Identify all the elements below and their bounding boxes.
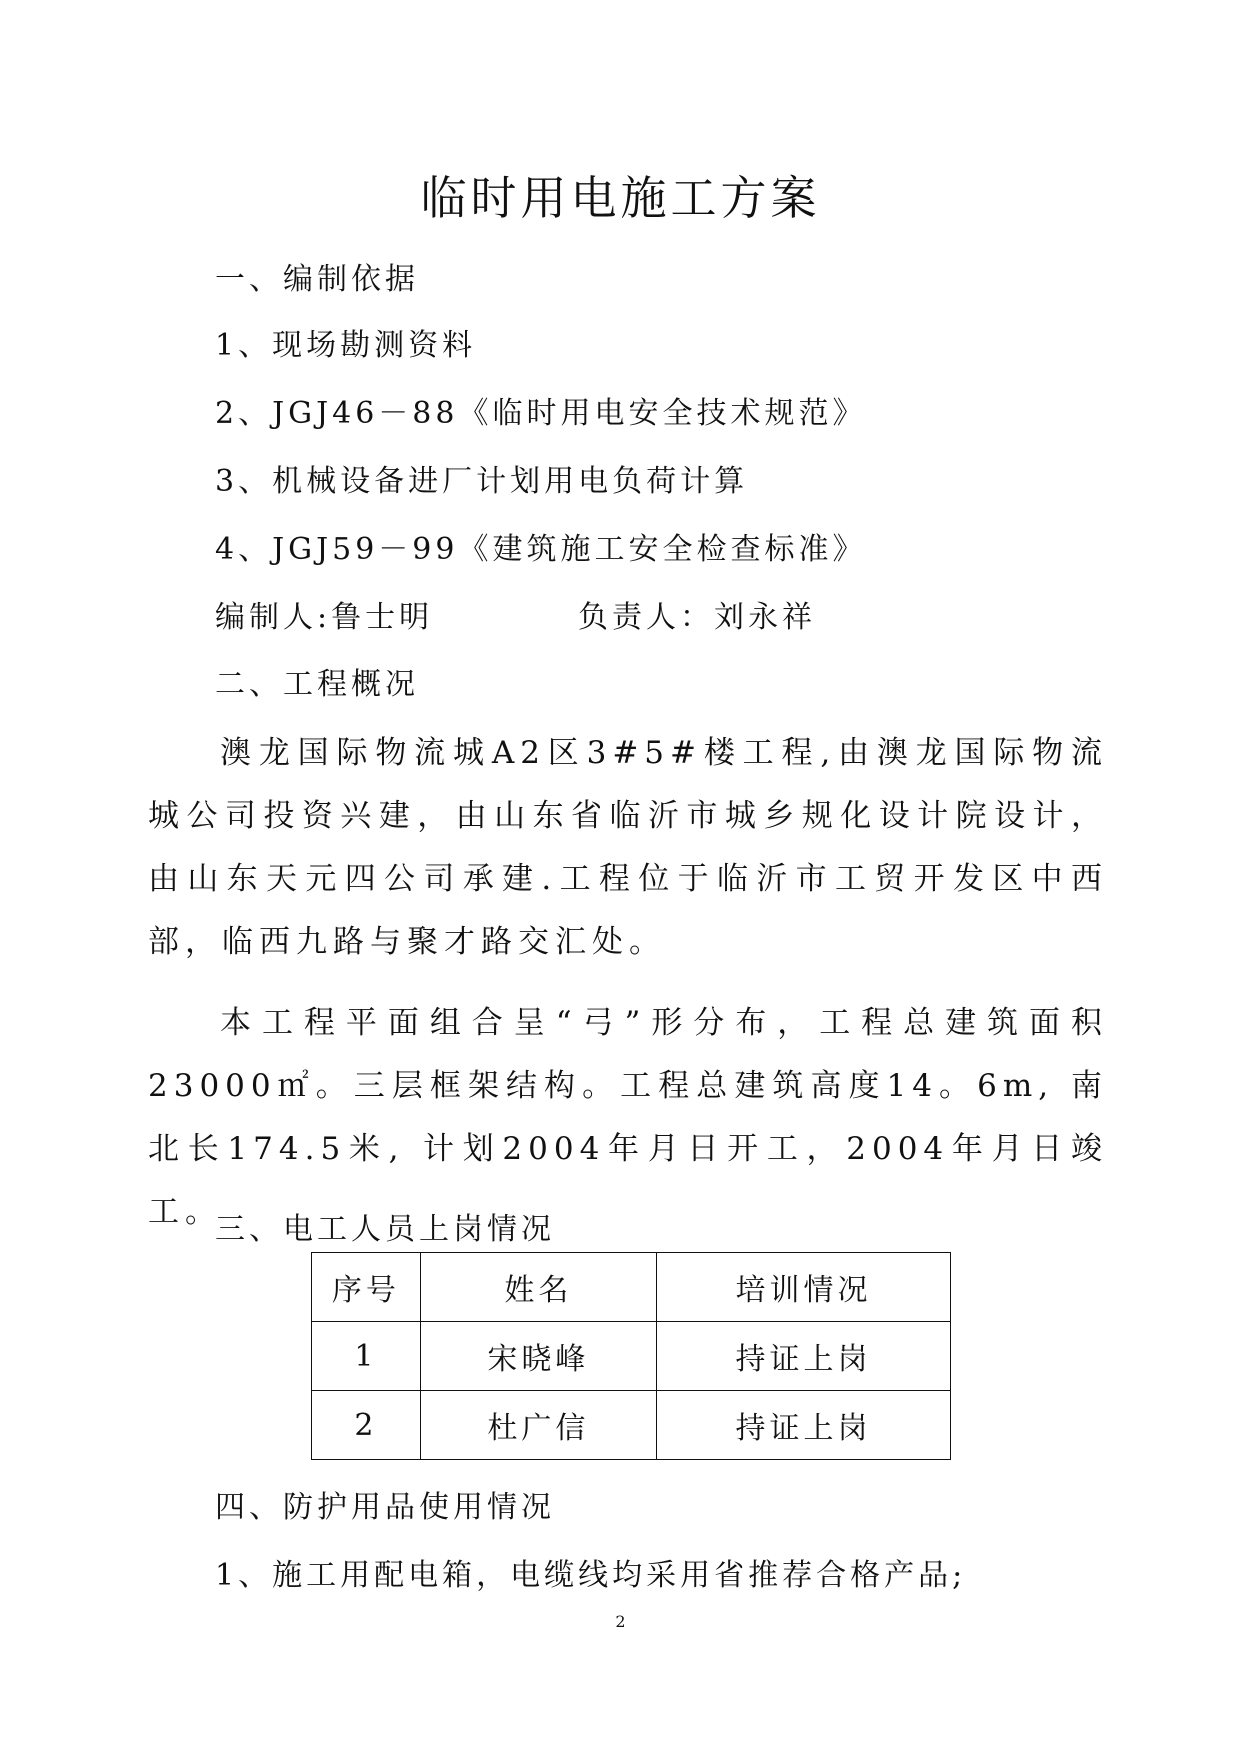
basis-item-4: 4、JGJ59－99《建筑施工安全检查标准》 — [215, 532, 867, 567]
column-header-name: 姓名 — [420, 1253, 656, 1322]
basis-item-2: 2、JGJ46－88《临时用电安全技术规范》 — [215, 396, 867, 431]
section-heading-staff: 三、电工人员上岗情况 — [215, 1212, 555, 1247]
author-line — [215, 598, 915, 638]
column-header-index: 序号 — [312, 1253, 421, 1322]
cell-training: 持证上岗 — [656, 1391, 950, 1460]
cell-name: 宋晓峰 — [420, 1322, 656, 1391]
cell-index: 2 — [312, 1391, 421, 1460]
staff-table — [311, 1252, 951, 1460]
basis-item-3: 3、机械设备进厂计划用电负荷计算 — [215, 464, 749, 499]
section-heading-basis: 一、编制依据 — [215, 262, 419, 297]
basis-item-1: 1、现场勘测资料 — [215, 328, 477, 363]
column-header-training: 培训情况 — [656, 1253, 950, 1322]
table-header-row — [312, 1253, 951, 1322]
compiler-name: 编制人:鲁士明 — [215, 600, 434, 635]
section-heading-protection: 四、防护用品使用情况 — [215, 1490, 555, 1525]
document-title: 临时用电施工方案 — [420, 171, 821, 225]
protection-item-1: 1、施工用配电箱，电缆线均采用省推荐合格产品; — [215, 1558, 967, 1593]
page-number: 2 — [615, 1612, 626, 1631]
section-heading-overview: 二、工程概况 — [215, 667, 419, 702]
cell-name: 杜广信 — [420, 1391, 656, 1460]
cell-index: 1 — [312, 1322, 421, 1391]
responsible-name: 负责人：刘永祥 — [578, 600, 816, 635]
overview-paragraph-1: 澳龙国际物流城A2区3#5#楼工程,由澳龙国际物流城公司投资兴建，由山东省临沂市城乡规化设计院设计，由山东天元四公司承建.工程位于临沂市工贸开发区中西部，临西九路与聚才路交汇处。 — [148, 735, 1108, 960]
cell-training: 持证上岗 — [656, 1322, 950, 1391]
table-row — [312, 1322, 951, 1391]
table-row — [312, 1391, 951, 1460]
overview-paragraph-2: 本工程平面组合呈“弓”形分布，工程总建筑面积23000㎡。三层框架结构。工程总建筑高度14。6m, 南北长174.5米, 计划2004年月日开工，2004年月日竣工。 — [148, 1005, 1108, 1230]
